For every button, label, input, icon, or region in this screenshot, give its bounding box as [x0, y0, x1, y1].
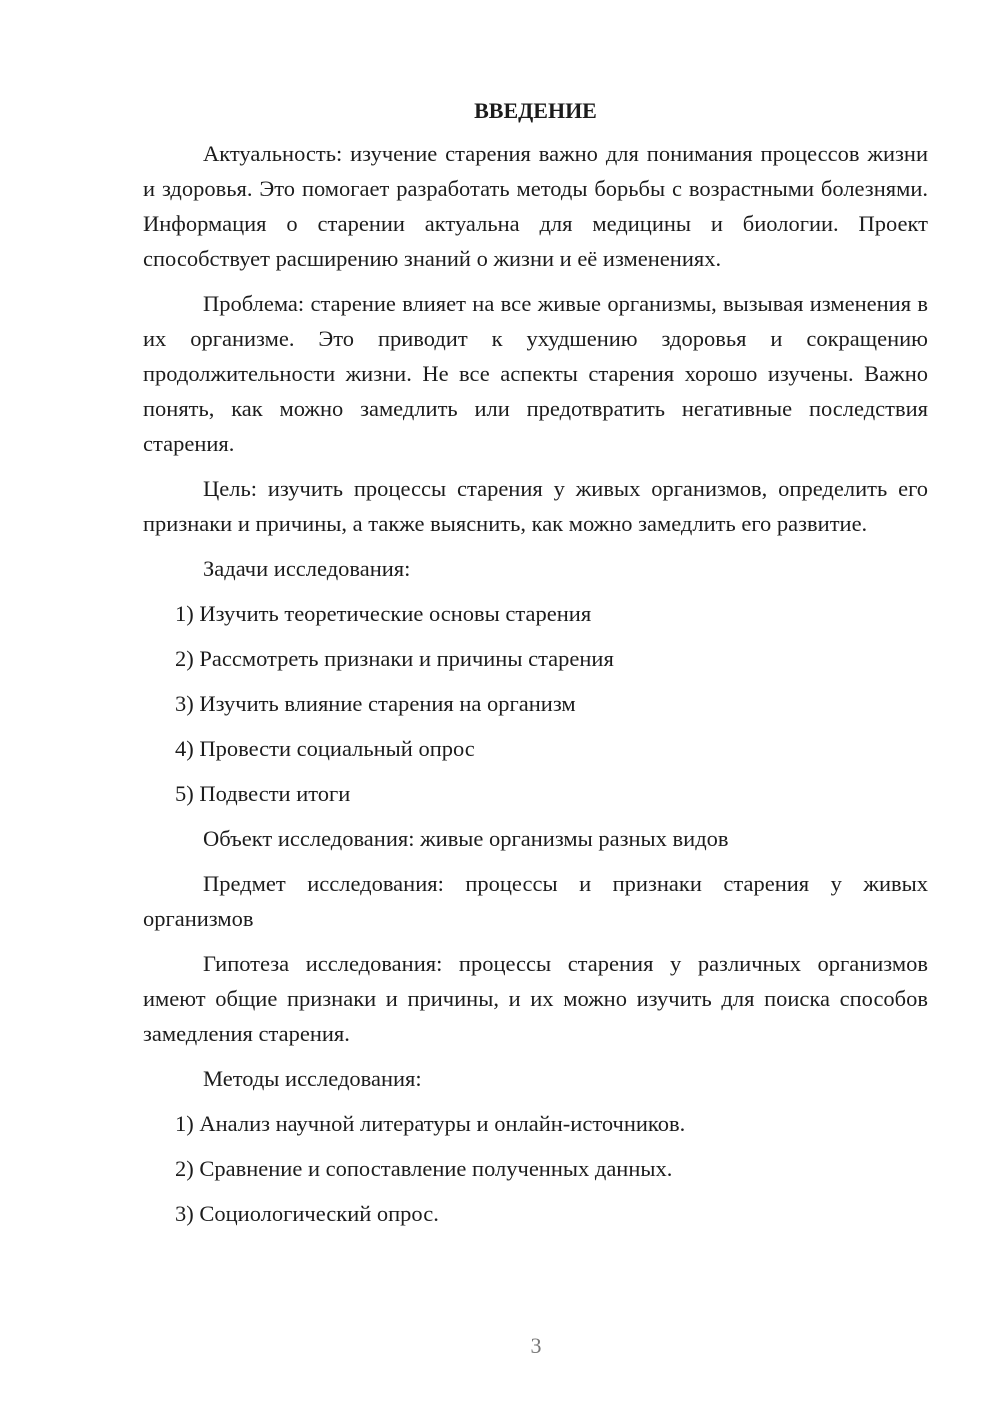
relevance-paragraph: Актуальность: изучение старения важно для понимания процессов жизни и здоровья. Это помогает разработать методы борьбы с возрастными болезнями. Информация о старении актуальна для медицины и биологии. Проект способствует расширению знаний о жизни и её изменениях.	[143, 141, 928, 271]
page-title: ВВЕДЕНИЕ	[474, 98, 597, 123]
list-item: 3) Изучить влияние старения на организм	[175, 691, 576, 716]
hypothesis-paragraph: Гипотеза исследования: процессы старения у различных организмов имеют общие признаки и причины, и их можно изучить для поиска способов замедления старения.	[143, 951, 928, 1046]
list-item: 1) Изучить теоретические основы старения	[175, 601, 592, 626]
methods-list	[143, 1106, 928, 1231]
list-item: 4) Провести социальный опрос	[175, 736, 475, 761]
page-number: 3	[530, 1333, 542, 1358]
document-page	[143, 93, 928, 1241]
problem-paragraph: Проблема: старение влияет на все живые организмы, вызывая изменения в их организме. Это приводит к ухудшению здоровья и сокращению продолжительности жизни. Не все аспекты старения хорошо изучены. Важно понять, как можно замедлить или предотвратить негативные последствия старения.	[143, 291, 928, 456]
tasks-heading: Задачи исследования:	[203, 556, 411, 581]
goal-paragraph: Цель: изучить процессы старения у живых организмов, определить его признаки и причины, а также выяснить, как можно замедлить его развитие.	[143, 476, 928, 536]
methods-heading: Методы исследования:	[203, 1066, 422, 1091]
list-item: 2) Сравнение и сопоставление полученных данных.	[175, 1156, 673, 1181]
list-item: 2) Рассмотреть признаки и причины старения	[175, 646, 614, 671]
list-item: 5) Подвести итоги	[175, 781, 351, 806]
subject-paragraph: Предмет исследования: процессы и признаки старения у живых организмов	[143, 871, 928, 931]
list-item: 1) Анализ научной литературы и онлайн-источников.	[175, 1111, 686, 1136]
object-paragraph: Объект исследования: живые организмы разных видов	[203, 826, 729, 851]
list-item: 3) Социологический опрос.	[175, 1201, 439, 1226]
tasks-list	[143, 596, 928, 811]
